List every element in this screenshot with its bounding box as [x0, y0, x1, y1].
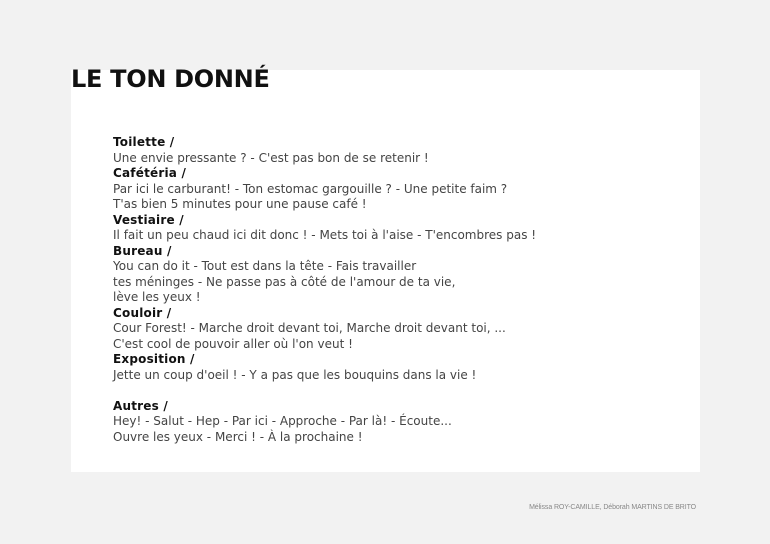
- section-toilette: [113, 135, 673, 166]
- section-line: tes méninges - Ne passe pas à côté de l'amour de ta vie,: [113, 274, 456, 289]
- section-heading: Cafétéria /: [113, 166, 187, 180]
- section-bureau: [113, 244, 673, 306]
- section-line: Cour Forest! - Marche droit devant toi, Marche droit devant toi, ...: [113, 321, 506, 335]
- section-line: Jette un coup d'oeil ! - Y a pas que les bouquins dans la vie !: [113, 367, 477, 382]
- section-line: You can do it - Tout est dans la tête - Fais travailler: [113, 259, 417, 273]
- section-heading: Bureau /: [113, 243, 172, 258]
- section-autres: [113, 399, 673, 446]
- page-title: LE TON DONNÉ: [71, 65, 270, 93]
- section-cafeteria: [113, 166, 673, 213]
- section-line: C'est cool de pouvoir aller où l'on veut !: [113, 336, 353, 351]
- section-line: Hey! - Salut - Hep - Par ici - Approche - Par là! - Écoute...: [113, 414, 452, 428]
- section-heading: Toilette /: [113, 135, 175, 149]
- sections-container: [113, 135, 673, 445]
- section-exposition: [113, 352, 673, 383]
- credits: Mélissa ROY-CAMILLE, Déborah MARTINS DE BRITO: [529, 504, 696, 511]
- section-line: Il fait un peu chaud ici dit donc ! - Mets toi à l'aise - T'encombres pas !: [113, 228, 537, 242]
- section-heading: Vestiaire /: [113, 212, 184, 227]
- section-heading: Couloir /: [113, 305, 172, 320]
- section-heading: Autres /: [113, 398, 168, 413]
- section-line: T'as bien 5 minutes pour une pause café !: [113, 197, 367, 211]
- section-spacer: [113, 383, 673, 399]
- section-line: Une envie pressante ? - C'est pas bon de se retenir !: [113, 150, 429, 165]
- section-line: Ouvre les yeux - Merci ! - À la prochaine !: [113, 429, 363, 444]
- section-heading: Exposition /: [113, 352, 195, 366]
- section-line: lève les yeux !: [113, 290, 201, 304]
- section-couloir: [113, 306, 673, 353]
- section-vestiaire: [113, 213, 673, 244]
- section-line: Par ici le carburant! - Ton estomac gargouille ? - Une petite faim ?: [113, 181, 508, 196]
